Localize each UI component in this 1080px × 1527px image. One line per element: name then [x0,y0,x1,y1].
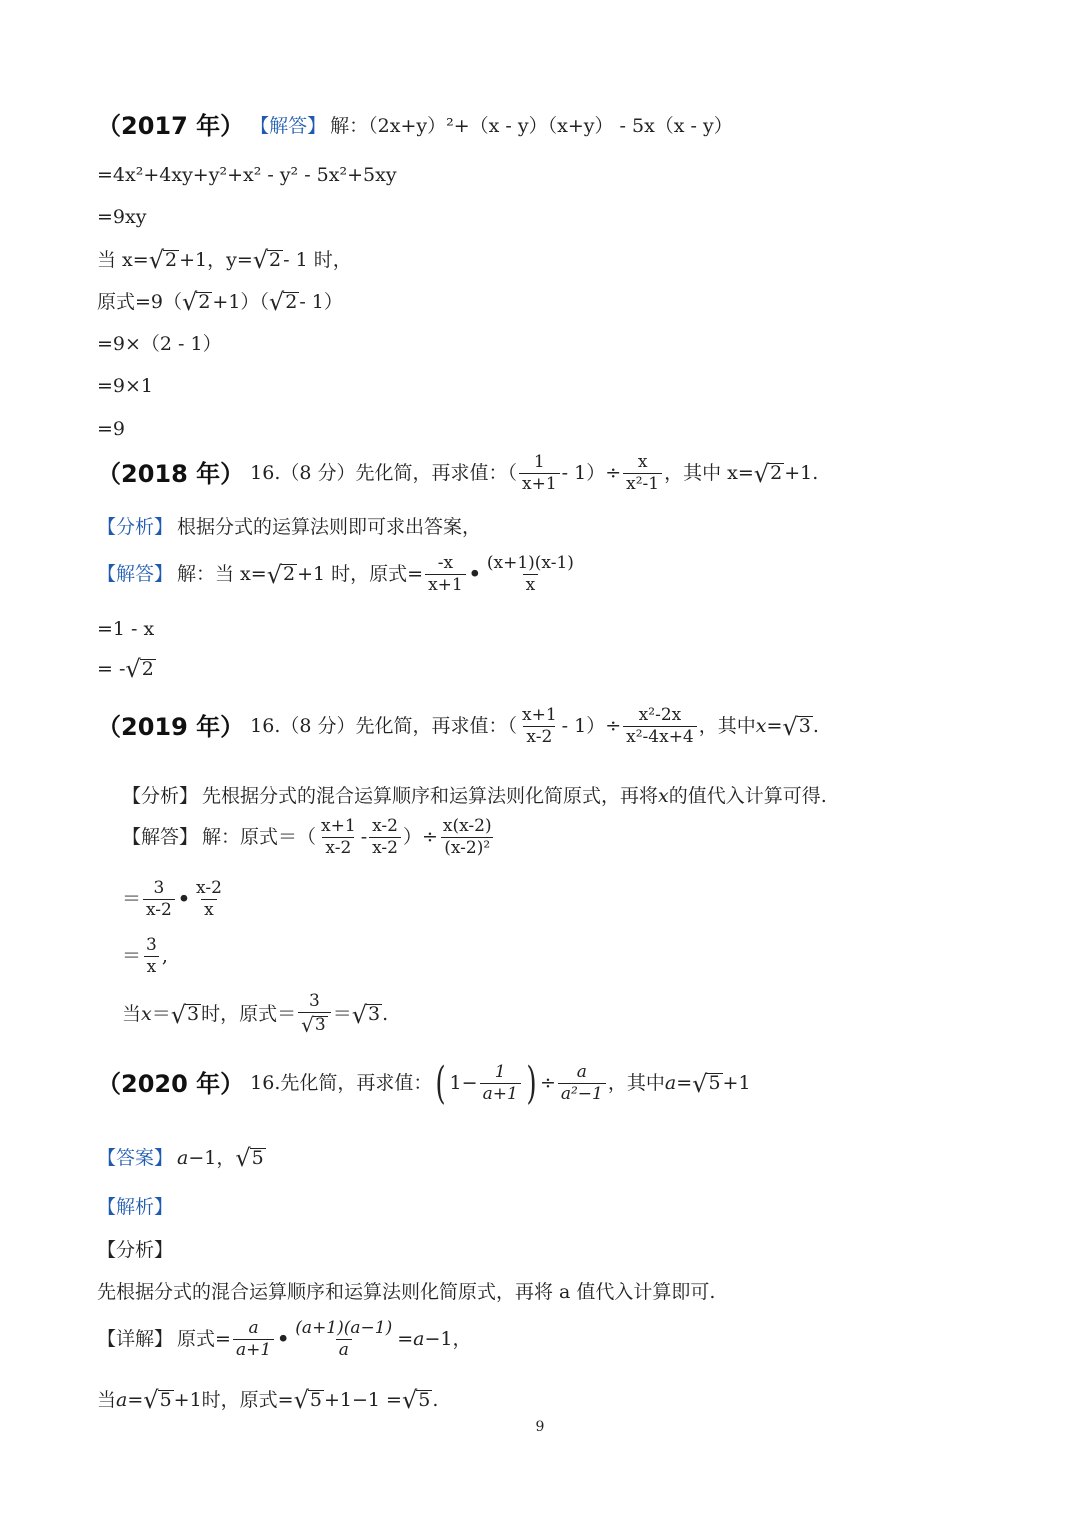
step-text: =9 [97,418,126,440]
y2018-step [97,657,156,681]
question-text: - 1）÷ [561,715,622,737]
variable: x [141,1003,152,1025]
step-text: . [382,1003,389,1025]
year-label: （2020 年） [97,1069,245,1098]
step-text: 当 [97,1388,117,1411]
step-text: ）÷ [402,826,438,848]
step-text: −1， [424,1328,472,1350]
step-text: 解：原式＝（ [202,826,317,848]
y2020-analysis [97,1241,177,1260]
page-number: 9 [535,1419,545,1435]
step-text: ＝ [151,1003,171,1025]
y2017-question [97,114,733,138]
step-text: +1时，原式= [173,1388,294,1411]
step-text: =9xy [97,206,147,228]
question-text: - 1）÷ [561,462,622,484]
fraction: $\frac{x+1}{x-2}$ [522,705,557,747]
step-text: =9×1 [97,375,154,397]
step-text: =1 - x [97,618,155,640]
answer-tag: 【答案】 [97,1146,174,1169]
step-text: = [397,1328,414,1350]
y2019-step: ＝ $\frac{3}{x-2}$ • $\frac{x-2}{x}$ [122,880,227,919]
fraction: $\frac{a}{a+1}$ [233,1320,274,1359]
y2017-step [97,248,352,272]
fraction: $\frac{1}{a+1}$ [480,1064,521,1103]
variable: a [116,1388,128,1411]
step-text: 原式=9（ [97,290,183,313]
question-text: 1− [449,1072,478,1094]
fraction: $\frac{3}{x}$ [143,937,160,976]
step-text: +1−1 = [323,1388,402,1411]
question-text: = [676,1072,693,1094]
fraction: $\frac{x(x-2)}{\text{(x-2)²}}$ [442,816,492,858]
sqrt-symbol: √ 3 [170,1000,200,1029]
analysis-text: 先根据分式的混合运算顺序和运算法则化简原式，再将 a 值代入计算即可. [97,1281,716,1303]
sqrt-symbol: √ 2 [753,459,783,488]
fraction: 3 √ 3 [298,993,331,1036]
year-label: （2019 年） [97,712,245,741]
sqrt-symbol: √ 3 [351,1000,381,1029]
analysis-tag: 【分析】 [97,516,174,538]
y2018-question [97,454,818,493]
sqrt-symbol: √ 2 [268,288,298,316]
step-text: ＝ [122,888,142,910]
y2020-analysis-text [97,1283,715,1302]
y2017-step [97,290,343,314]
y2019-step [122,993,388,1036]
answer-tag: 【解答】 [122,826,199,848]
sqrt-symbol: √ 2 [182,288,211,316]
step-text: 原式= [177,1328,231,1350]
y2019-question [97,707,819,746]
y2017-step [97,166,397,185]
fraction: $\frac{x-2}{x-2}$ [369,818,401,857]
step-text: ＝ [122,945,142,967]
step-text: 当 [122,1003,142,1025]
fraction: $\frac{x+1}{x-2}$ [321,816,356,858]
y2018-solution: 【解答】 解：当 x= √ 2 +1 时，原式= $\frac{-x}{x+1}$ • $\frac{(x+1)(x-1)}{x}$ [97,555,579,594]
step-text: . [432,1388,439,1411]
y2020-answer [97,1146,266,1170]
question-text: +1 [722,1072,751,1094]
question-text: 16.先化简，再求值： [250,1072,433,1094]
y2018-analysis [97,518,481,537]
fraction: $\frac{1}{x+1}$ [519,454,560,493]
variable: x [658,785,669,807]
fraction: $\frac{-x}{x+1}$ [425,555,466,594]
step-text: - [360,826,368,848]
fraction: $\frac{(a+1)(a-1)}{a}$ [295,1318,393,1360]
step-text: 解：当 x= [177,563,267,585]
variable: a [413,1328,425,1350]
sqrt-symbol: √ 2 [252,246,282,274]
question-text: . [812,715,819,737]
sqrt-symbol: √ 2 [266,560,296,589]
step-text: , [161,945,168,967]
question-text: ，其中 x= [664,462,754,484]
fraction: $\frac{3}{x-2}$ [143,880,175,919]
sqrt-symbol: √ 5 [143,1386,172,1414]
answer-text: −1， [188,1146,236,1169]
step-text: - 1） [299,290,343,313]
y2017-step [97,208,146,227]
detail-tag: 【详解】 [97,1328,174,1350]
step-text: =4x²+4xy+y²+x² - y² - 5x²+5xy [97,164,397,186]
sqrt-symbol: √ 5 [293,1386,322,1414]
step-text: 当 x= [97,248,149,271]
y2020-jiexi [97,1198,177,1217]
answer-tag: 【解答】 [97,563,174,585]
y2017-step [97,377,153,396]
sqrt-symbol: √ 5 [692,1069,721,1098]
question-text: ，其中 [698,715,756,737]
variable: a [177,1146,189,1169]
fraction: $\frac{x-2}{x}$ [196,878,222,920]
analysis-text: 先根据分式的混合运算顺序和运算法则化简原式，再将 [202,785,659,807]
y2018-step [97,620,154,639]
fraction: $\frac{\text{x²-2x}}{\text{x²-4x+4}}$ [623,707,697,746]
analysis-tag: 【分析】 [97,1239,174,1261]
sqrt-symbol: √ 3 [782,712,811,741]
fraction: $\frac{x}{\text{x²-1}}$ [623,454,662,493]
variable: x [755,715,767,737]
step-text: - 1 时， [283,248,352,271]
y2019-step [122,937,168,976]
y2020-question: （2020 年） 16.先化简，再求值： ( 1− $\frac{1}{a+1}$ ) ÷ $\frac{a}{\text{a²−1}}$ ，其中 a = √ 5 +1 [97,1057,751,1109]
fraction: $\frac{a}{\text{a²−1}}$ [558,1064,606,1103]
analysis-text: 的值代入计算可得. [668,785,827,807]
step-text: ＝ [332,1003,352,1025]
question-text: +1. [784,462,819,484]
step-text: =9×（2 - 1） [97,333,222,355]
y2019-analysis [122,787,827,806]
analysis-text: 根据分式的运算法则即可求出答案， [177,516,482,538]
question-text: 16.（8 分）先化简，再求值：（ [250,462,518,484]
y2019-solution [122,818,497,857]
sqrt-symbol: √ 5 [235,1144,264,1172]
year-label: （2017 年） [97,112,245,140]
variable: a [664,1072,677,1094]
step-text: +1）（ [212,290,269,313]
y2017-step [97,420,125,439]
question-text: 解：（2x+y）²+（x - y）（x+y） - 5x（x - y） [330,114,733,137]
question-text: 16.（8 分）先化简，再求值：（ [250,715,518,737]
explanation-tag: 【解析】 [97,1196,174,1218]
sqrt-symbol: √ 2 [148,246,178,274]
y2020-final [97,1388,438,1412]
sqrt-symbol: √ 5 [401,1386,431,1414]
step-text: +1，y= [179,248,253,271]
step-text: = [127,1388,144,1411]
fraction: $\frac{(x+1)(x-1)}{x}$ [486,553,574,595]
question-text: ，其中 [607,1072,665,1094]
y2017-step [97,335,222,354]
answer-tag: 【解答】 [250,114,327,137]
step-text: 时，原式＝ [201,1003,297,1025]
analysis-tag: 【分析】 [122,785,199,807]
year-label: （2018 年） [97,459,245,488]
sqrt-symbol: √ 2 [125,655,154,683]
question-text: = [766,715,783,737]
step-text: = - [97,657,126,680]
step-text: +1 时，原式= [297,563,424,585]
y2020-detail: 【详解】 原式= $\frac{a}{a+1}$ • $\frac{(a+1)(a-1)}{a}$ = a −1， [97,1318,472,1360]
question-text: ÷ [539,1072,556,1094]
